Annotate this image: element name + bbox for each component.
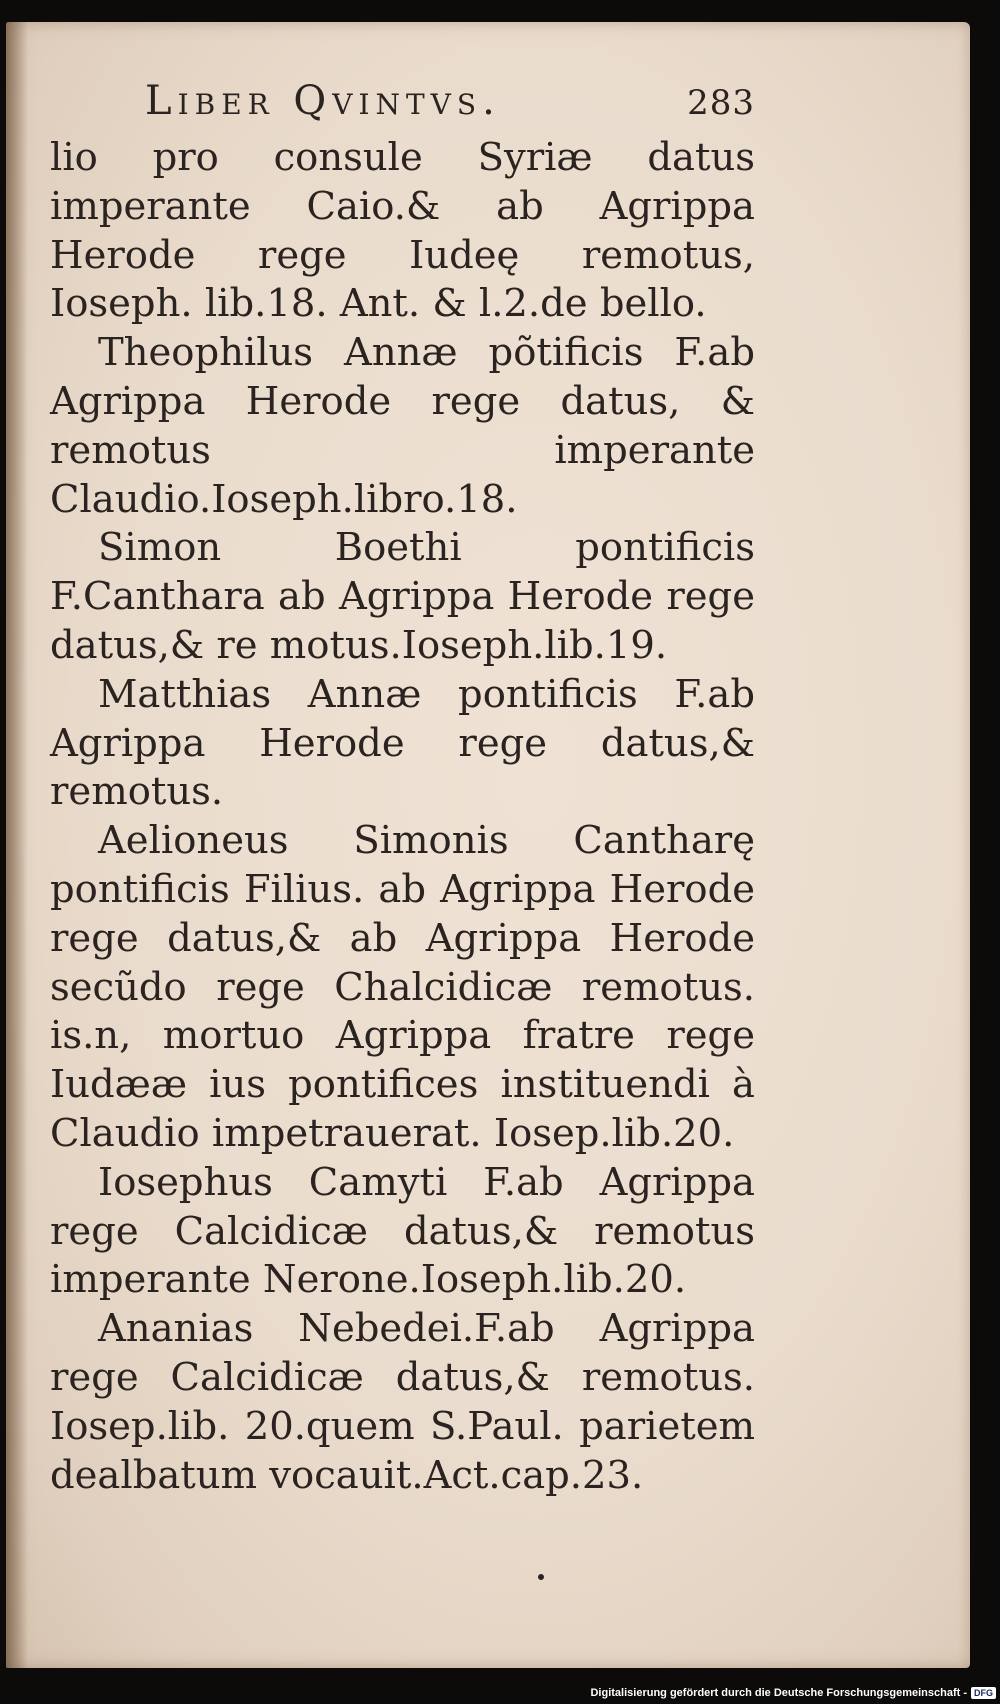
- dfg-logo-icon: DFG: [971, 1687, 996, 1699]
- paragraph: Matthias Annæ pontificis F.ab Agrippa Herode rege datus,& remotus.: [50, 671, 755, 815]
- paragraph: Iosephus Camyti F.ab Agrippa rege Calcidicæ datus,& remotus imperante Nerone.Ioseph.lib.20.: [50, 1159, 755, 1303]
- paragraph: Ananias Nebedei.F.ab Agrippa rege Calcidicæ datus,& remotus. Iosep.lib. 20.quem S.Paul. parietem dealbatum vocauit.Act.cap.23.: [50, 1306, 755, 1498]
- running-title: Liber Qvintvs.: [145, 78, 501, 124]
- paragraph: Simon Boethi pontificis F.Canthara ab Agrippa Herode rege datus,& re motus.Ioseph.lib.19.: [50, 525, 755, 668]
- digitization-credit: Digitalisierung gefördert durch die Deutsche Forschungsgemeinschaft -: [590, 1687, 967, 1699]
- page-number: 283: [687, 83, 755, 123]
- paragraph: Aelioneus Simonis Cantharę pontificis Filius. ab Agrippa Herode rege datus,& ab Agrippa Herode secũdo rege Chalcidicæ remotus. is.n, mortuo Agrippa fratre rege Iudææ ius pontifices instituendi à Claudio impetrauerat. Iosep.lib.20.: [50, 818, 755, 1156]
- page-text-block: [50, 78, 755, 1500]
- paragraph: Theophilus Annæ põtificis F.ab Agrippa Herode rege datus, & remotus imperante Claudio.Ioseph.libro.18.: [50, 330, 755, 522]
- digitization-footer: [590, 1687, 996, 1699]
- running-head: [50, 78, 755, 134]
- body-text: [50, 134, 755, 1500]
- spine-shadow: [6, 22, 28, 1668]
- paragraph: lio pro consule Syriæ datus imperante Caio.& ab Agrippa Herode rege Iudeę remotus, Ioseph. lib.18. Ant. & l.2.de bello.: [50, 135, 755, 327]
- ink-dot: [538, 1574, 544, 1580]
